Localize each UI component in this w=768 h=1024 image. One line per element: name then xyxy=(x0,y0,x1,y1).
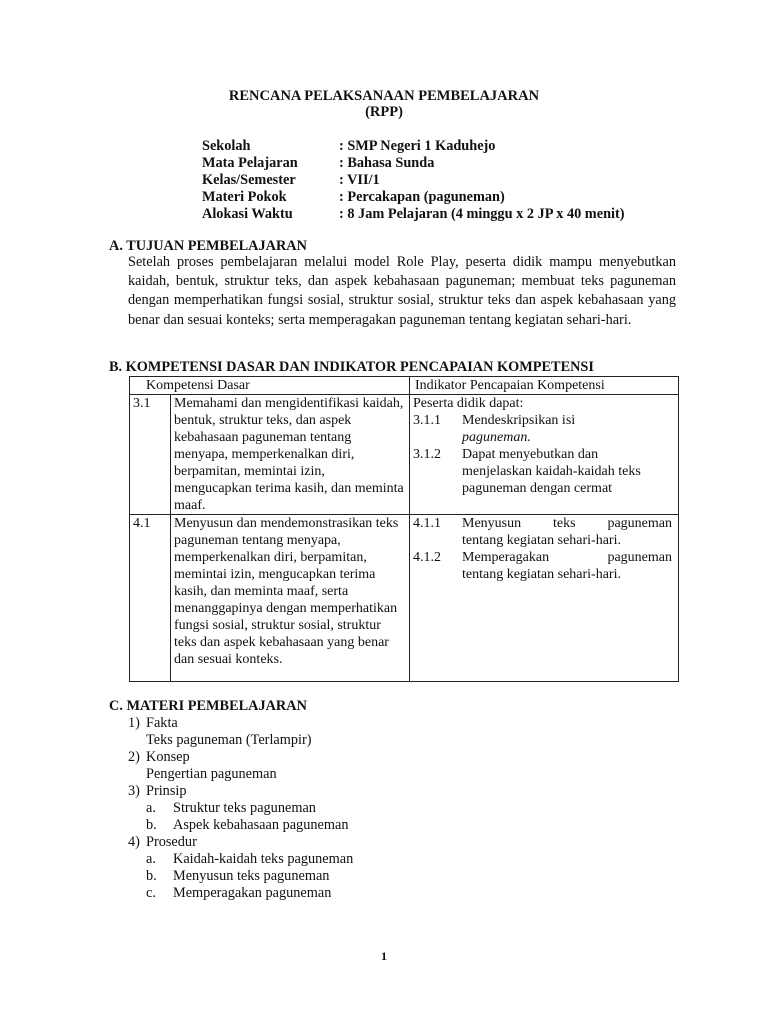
document-subtitle: (RPP) xyxy=(365,104,403,120)
section-b-heading: B. KOMPETENSI DASAR DAN INDIKATOR PENCAPAIAN KOMPETENSI xyxy=(109,359,594,375)
section-c-heading: C. MATERI PEMBELAJARAN xyxy=(109,698,307,714)
kd-text: Memahami dan mengidentifikasi kaidah, bentuk, struktur teks, dan aspek kebahasaan paguneman tentang menyapa, memperkenalkan diri, berpamitan, memintai izin, mengucapkan terima kasih, dan meminta maaf. xyxy=(171,395,410,515)
document-title: RENCANA PELAKSANAAN PEMBELAJARAN xyxy=(228,88,540,104)
list-item: Pengertian paguneman xyxy=(146,766,277,782)
info-value-class: : VII/1 xyxy=(339,172,380,188)
table-header-row xyxy=(130,377,679,395)
indicator-item xyxy=(413,412,675,429)
page-number: 1 xyxy=(381,949,387,963)
list-item: Prinsip xyxy=(146,783,187,799)
indicator-cell xyxy=(410,515,679,682)
info-key-school: Sekolah xyxy=(202,138,251,154)
kd-number: 3.1 xyxy=(130,395,171,515)
list-item-label: 3) xyxy=(128,783,140,799)
indicator-number: 3.1.2 xyxy=(413,447,441,462)
info-value-time: : 8 Jam Pelajaran (4 minggu x 2 JP x 40 menit) xyxy=(339,206,625,222)
list-item-label: a. xyxy=(146,800,156,816)
info-key-class: Kelas/Semester xyxy=(202,172,296,188)
indicator-text: Dapat menyebutkan dan xyxy=(462,447,599,462)
indicator-text: tentang kegiatan sehari-hari. xyxy=(462,533,621,548)
indicator-item-cont xyxy=(413,463,675,480)
list-item: Teks paguneman (Terlampir) xyxy=(146,732,312,748)
indicator-cell xyxy=(410,395,679,515)
info-key-time: Alokasi Waktu xyxy=(202,206,293,222)
list-item: Prosedur xyxy=(146,834,197,850)
indicator-item xyxy=(413,446,675,463)
section-a-paragraph: Setelah proses pembelajaran melalui model Role Play, peserta didik mampu menyebutkan kaidah, bentuk, struktur teks, dan aspek kebahasaan paguneman; membuat teks paguneman dengan memperhatikan fungsi sosial, struktur sosial, struktur teks dan aspek kebahasaan yang benar dan sesuai konteks; serta memperagakan paguneman tentang kegiatan sehari-hari. xyxy=(128,254,676,328)
indicator-text: paguneman. xyxy=(462,430,531,445)
indicator-text: tentang kegiatan sehari-hari. xyxy=(462,567,621,582)
indicator-item-cont xyxy=(413,532,675,549)
list-item: Fakta xyxy=(146,715,178,731)
indicator-item xyxy=(413,549,675,566)
list-item-label: 1) xyxy=(128,715,140,731)
table-row xyxy=(130,395,679,515)
list-item: Struktur teks paguneman xyxy=(173,800,316,816)
indicator-item-cont xyxy=(413,480,675,497)
competency-table xyxy=(129,376,679,682)
list-item-label: a. xyxy=(146,851,156,867)
indicator-text: paguneman dengan cermat xyxy=(462,481,613,496)
indicator-number: 3.1.1 xyxy=(413,413,441,428)
info-value-subject: : Bahasa Sunda xyxy=(339,155,435,171)
indicator-number: 4.1.1 xyxy=(413,516,441,531)
section-a-heading: A. TUJUAN PEMBELAJARAN xyxy=(109,238,307,254)
info-value-topic: : Percakapan (paguneman) xyxy=(339,189,505,205)
indicator-text: menjelaskan kaidah-kaidah teks xyxy=(462,464,641,479)
list-item-label: 2) xyxy=(128,749,140,765)
list-item: Menyusun teks paguneman xyxy=(173,868,330,884)
table-header-kd: Kompetensi Dasar xyxy=(130,377,410,395)
table-header-indicator: Indikator Pencapaian Kompetensi xyxy=(410,377,679,395)
list-item: Aspek kebahasaan paguneman xyxy=(173,817,349,833)
list-item-label: b. xyxy=(146,817,157,833)
indicator-number: 4.1.2 xyxy=(413,550,441,565)
indicator-item-cont xyxy=(413,566,675,583)
list-item: Konsep xyxy=(146,749,190,765)
list-item-label: 4) xyxy=(128,834,140,850)
kd-text: Menyusun dan mendemonstrasikan teks paguneman tentang menyapa, memperkenalkan diri, berpamitan, memintai izin, mengucapkan terima kasih, dan meminta maaf, serta menanggapinya dengan memperhatikan fungsi sosial, struktur sosial, struktur teks dan aspek kebahasaan yang benar dan sesuai konteks. xyxy=(171,515,410,682)
indicator-text: Memperagakan paguneman xyxy=(462,550,672,565)
indicator-item xyxy=(413,515,675,532)
info-key-topic: Materi Pokok xyxy=(202,189,287,205)
indicator-text: Mendeskripsikan isi xyxy=(462,413,576,428)
indicator-item-cont xyxy=(413,429,675,446)
indicator-intro: Peserta didik dapat: xyxy=(413,396,524,411)
indicator-text: Menyusun teks paguneman xyxy=(462,516,672,531)
table-row xyxy=(130,515,679,682)
info-key-subject: Mata Pelajaran xyxy=(202,155,298,171)
list-item: Memperagakan paguneman xyxy=(173,885,332,901)
list-item-label: b. xyxy=(146,868,157,884)
kd-number: 4.1 xyxy=(130,515,171,682)
list-item-label: c. xyxy=(146,885,156,901)
info-value-school: : SMP Negeri 1 Kaduhejo xyxy=(339,138,496,154)
list-item: Kaidah-kaidah teks paguneman xyxy=(173,851,354,867)
